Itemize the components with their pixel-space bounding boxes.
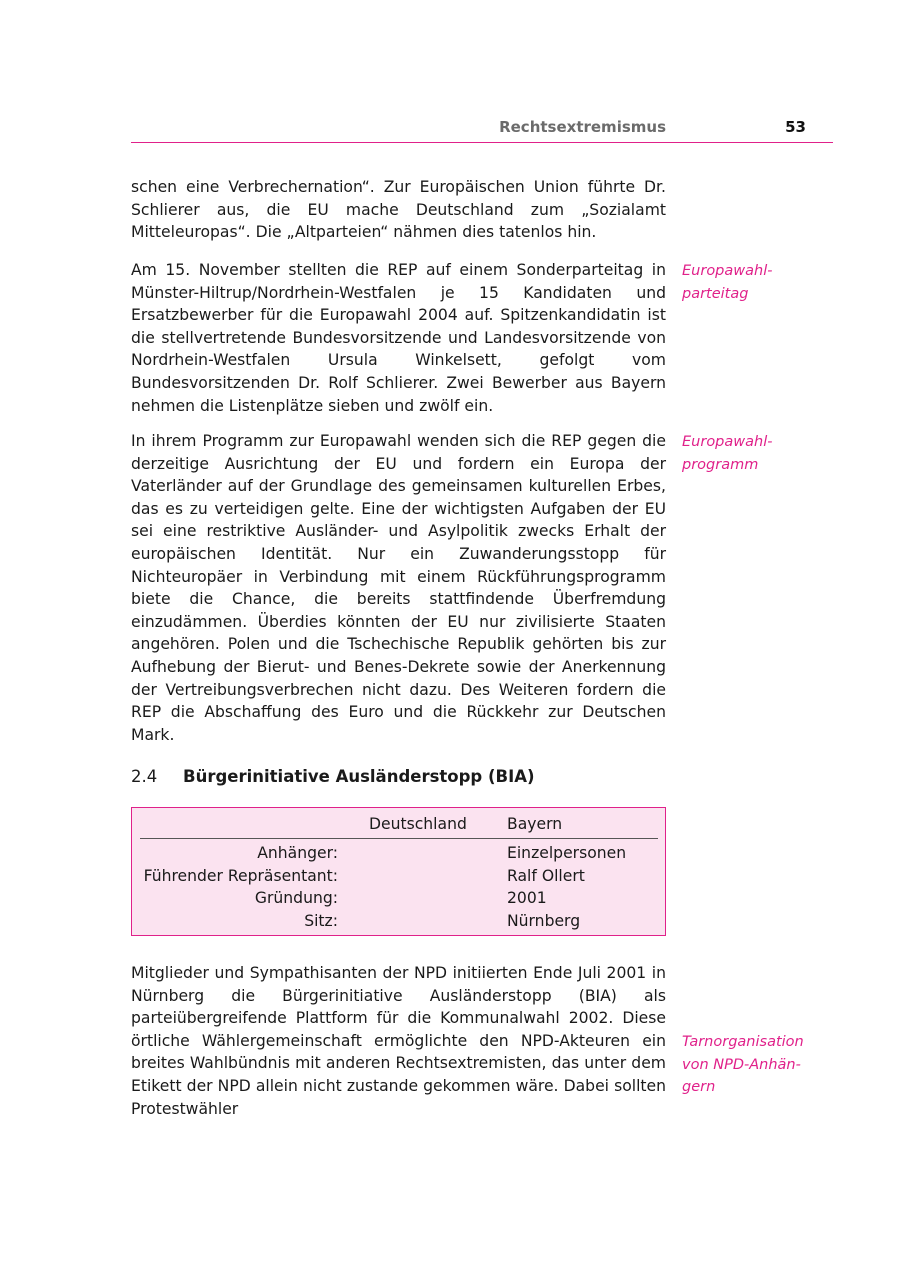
infobox-value: 2001 <box>507 889 547 908</box>
infobox-header-row <box>140 814 658 839</box>
infobox-label: Anhänger: <box>257 844 338 862</box>
paragraph-2: Am 15. November stellten die REP auf einem Sonderparteitag in Münster-Hiltrup/Nordrhein-Westfalen je 15 Kandidaten und Ersatzbewerber für die Europawahl 2004 auf. Spitzenkandidatin ist die stellvertretende Bundesvorsitzende und Landesvorsitzende von Nordrhein-Westfalen Ursula Winkelsett, gefolgt vom Bundesvorsitzenden Dr. Rolf Schlierer. Zwei Bewerber aus Bayern nehmen die Listenplätze sieben und zwölf ein. <box>131 261 666 415</box>
infobox-label: Gründung: <box>254 889 338 908</box>
page-number: 53 <box>785 118 806 136</box>
section-heading <box>131 767 535 786</box>
margin-note-europawahlparteitag <box>682 260 812 305</box>
column-bayern: Bayern <box>507 815 563 833</box>
margin-note-line: Tarnorganisation <box>682 1034 804 1050</box>
header-section-title: Rechtsextremismus <box>499 118 666 136</box>
section-number: 2.4 <box>131 767 158 786</box>
paragraph-3: In ihrem Programm zur Europawahl wenden sich die REP gegen die derzeitige Ausrichtung der EU und fordern ein Europa der Vaterländer auf der Grundlage des gemeinsamen kulturellen Erbes, das es zu verteidigen gelte. Eine der wichtigsten Aufgaben der EU sei eine restriktive Ausländer- und Asylpolitik zwecks Erhalt der europäischen Identität. Nur ein Zuwanderungsstopp für Nichteuropäer in Verbindung mit einem Rückführungsprogramm biete die Chance, die bereits stattfindende Überfremdung einzudämmen. Überdies könnten der EU nur zivilisierte Staaten angehören. Polen und die Tschechische Republik gehörten bis zur Aufhebung der Bierut- und Benes-Dekrete sowie der Anerkennung der Vertreibungsverbrechen nicht dazu. Des Weiteren fordern die REP die Abschaffung des Euro und die Rückkehr zur Deutschen Mark. <box>131 432 666 744</box>
infobox-row-sitz <box>132 912 665 935</box>
paragraph-4: Mitglieder und Sympathisanten der NPD initiierten Ende Juli 2001 in Nürnberg die Bürgerinitiative Ausländerstopp (BIA) als parteiübergreifende Plattform für die Kommunalwahl 2002. Diese örtliche Wählergemeinschaft ermöglichte den NPD-Akteuren ein breites Wahlbündnis mit anderen Rechtsextremisten, das unter dem Etikett der NPD allein nicht zustande gekommen wäre. Dabei sollten Protestwähler <box>131 964 666 1118</box>
infobox-label: Sitz: <box>304 911 338 930</box>
infobox-value: Ralf Ollert <box>507 866 585 885</box>
section-title: Bürgerinitiative Ausländerstopp (BIA) <box>183 767 535 786</box>
infobox-label: Führender Repräsentant: <box>143 866 338 885</box>
organization-infobox <box>131 807 666 936</box>
infobox-row-anhaenger <box>132 844 665 867</box>
margin-note-line: Europawahl- <box>682 263 773 279</box>
margin-note-tarnorganisation <box>682 1031 812 1099</box>
running-header <box>131 116 833 143</box>
margin-note-line: programm <box>682 456 759 473</box>
infobox-row-repraesentant <box>132 867 665 890</box>
infobox-value: Nürnberg <box>507 911 581 930</box>
margin-note-line: Europawahl- <box>682 434 773 450</box>
infobox-value: Einzelpersonen <box>507 844 627 862</box>
infobox-row-gruendung <box>132 889 665 912</box>
paragraph-1: schen eine Verbrechernation“. Zur Europäischen Union führte Dr. Schlierer aus, die EU mache Deutschland zum „Sozialamt Mitteleuropas“. Die „Altparteien“ nähmen dies tatenlos hin. <box>131 178 666 242</box>
margin-note-line: gern <box>682 1079 716 1095</box>
margin-note-line: parteitag <box>682 285 749 302</box>
column-deutschland: Deutschland <box>369 815 467 833</box>
margin-note-europawahlprogramm <box>682 431 812 476</box>
margin-note-line: von NPD-Anhän- <box>682 1056 801 1073</box>
